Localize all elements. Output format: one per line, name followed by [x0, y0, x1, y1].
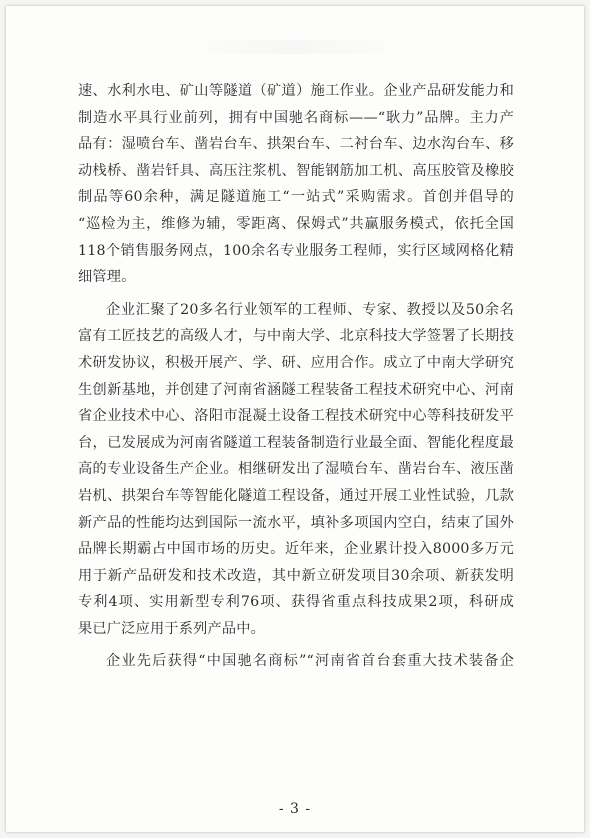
text-line: 品牌长期霸占中国市场的历史。近年来，企业累计投入8000多万元 [78, 541, 514, 558]
text-line: 专利4项、实用新型专利76项、获得省重点科技成果2项，科研成 [78, 594, 514, 611]
text-line: 生创新基地，并创建了河南省涵隧工程装备工程技术研究中心、河南 [78, 381, 514, 398]
text-line: 企业先后获得“中国驰名商标”“河南省首台套重大技术装备企 [106, 653, 514, 670]
text-line: 省企业技术中心、洛阳市混凝土设备工程技术研究中心等科技研发平 [78, 408, 514, 425]
text-line: 细管理。 [78, 269, 136, 286]
page-number: - 3 - [278, 801, 312, 817]
text-line: 高的专业设备生产企业。相继研发出了湿喷台车、凿岩台车、液压凿 [78, 461, 514, 478]
text-line: 速、水利水电、矿山等隧道（矿道）施工作业。企业产品研发能力和 [78, 83, 514, 99]
paragraph-1 [78, 78, 514, 291]
text-line: 岩机、拱架台车等智能化隧道工程设备，通过开展工业性试验，几款 [78, 487, 514, 504]
text-line: 企业汇聚了20多名行业领军的工程师、专家、教授以及50余名 [106, 301, 514, 318]
body-text [78, 78, 514, 675]
text-line: 术研发协议，积极开展产、学、研、应用合作。成立了中南大学研究 [78, 354, 514, 371]
faint-header-bleed [6, 40, 584, 54]
text-line: 富有工匠技艺的高级人才，与中南大学、北京科技大学签署了长期技 [78, 328, 514, 345]
paragraph-3 [78, 648, 514, 675]
paragraph-2 [78, 297, 514, 643]
document-page [6, 6, 584, 832]
text-line: 品有：湿喷台车、凿岩台车、拱架台车、二衬台车、边水沟台车、移 [78, 136, 514, 153]
text-line: 用于新产品研发和技术改造，其中新立研发项目30余项、新获发明 [78, 567, 514, 584]
text-line: 118个销售服务网点，100余名专业服务工程师，实行区域网格化精 [78, 242, 514, 259]
text-line: 制品等60余种，满足隧道施工“一站式”采购需求。首创并倡导的 [78, 189, 514, 206]
text-line: 台，已发展成为河南省隧道工程装备制造行业最全面、智能化程度最 [78, 434, 514, 451]
text-line: “巡检为主，维修为辅，零距离、保姆式”共赢服务模式，依托全国 [78, 215, 514, 232]
text-line: 动栈桥、凿岩钎具、高压注浆机、智能钢筋加工机、高压胶管及橡胶 [78, 162, 514, 179]
text-line: 制造水平具行业前列，拥有中国驰名商标——“耿力”品牌。主力产 [78, 109, 514, 126]
text-line: 新产品的性能均达到国际一流水平，填补多项国内空白，结束了国外 [78, 514, 514, 531]
text-line: 果已广泛应用于系列产品中。 [78, 620, 266, 637]
